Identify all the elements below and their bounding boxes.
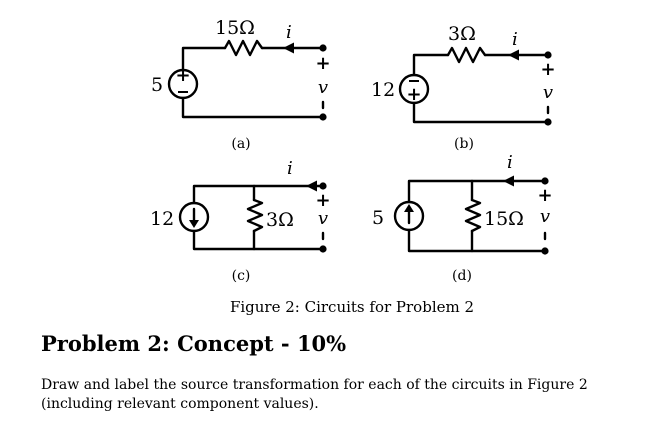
current-arrow-d — [503, 176, 514, 187]
svg-text:+: + — [406, 84, 422, 105]
svg-text:+: + — [315, 53, 331, 74]
terminal-d-top — [541, 177, 548, 184]
current-label-c: i — [287, 158, 293, 179]
svg-text:+: + — [537, 185, 553, 206]
current-arrow-a — [283, 43, 294, 54]
source-label-b: 12 — [371, 79, 396, 101]
resistor-b — [448, 48, 485, 62]
resistor-label-c: 3Ω — [266, 209, 294, 231]
source-label-d: 5 — [372, 207, 385, 229]
voltage-label-c: v — [317, 208, 329, 229]
terminal-c-bottom — [319, 245, 326, 252]
svg-text:+: + — [540, 59, 556, 80]
current-label-d: i — [507, 152, 513, 173]
current-label-a: i — [286, 22, 292, 43]
current-arrow-b — [508, 50, 519, 61]
resistor-label-a: 15Ω — [215, 17, 255, 39]
svg-text:+: + — [315, 190, 331, 211]
circuit-a — [151, 17, 331, 152]
current-label-b: i — [512, 29, 518, 50]
terminal-a-top — [319, 44, 326, 51]
problem-heading: Problem 2: Concept - 10% — [41, 331, 347, 356]
source-label-a: 5 — [151, 74, 164, 96]
resistor-a — [225, 41, 262, 55]
problem-text: Draw and label the source transformation for each of the circuits in Figure 2 (including relevant component values). — [41, 377, 588, 412]
resistor-d — [466, 200, 480, 231]
terminal-c-top — [319, 182, 326, 189]
terminal-d-bottom — [541, 247, 548, 254]
terminal-b-top — [544, 51, 551, 58]
terminal-a-bottom — [319, 113, 326, 120]
circuit-d — [372, 152, 553, 284]
terminal-b-bottom — [544, 118, 551, 125]
voltage-label-d: v — [539, 206, 551, 227]
circuit-c — [150, 158, 331, 284]
sublabel-c: (c) — [231, 268, 251, 284]
sublabel-a: (a) — [231, 136, 251, 152]
resistor-c — [248, 200, 262, 231]
voltage-label-b: v — [542, 82, 554, 103]
resistor-label-b: 3Ω — [448, 23, 476, 45]
sublabel-b: (b) — [454, 136, 474, 152]
resistor-label-d: 15Ω — [484, 208, 524, 230]
figure-caption: Figure 2: Circuits for Problem 2 — [229, 298, 475, 316]
voltage-label-a: v — [317, 77, 329, 98]
sublabel-d: (d) — [452, 268, 472, 284]
svg-text:+: + — [175, 65, 191, 86]
source-label-c: 12 — [150, 208, 175, 230]
circuit-b — [371, 23, 556, 152]
